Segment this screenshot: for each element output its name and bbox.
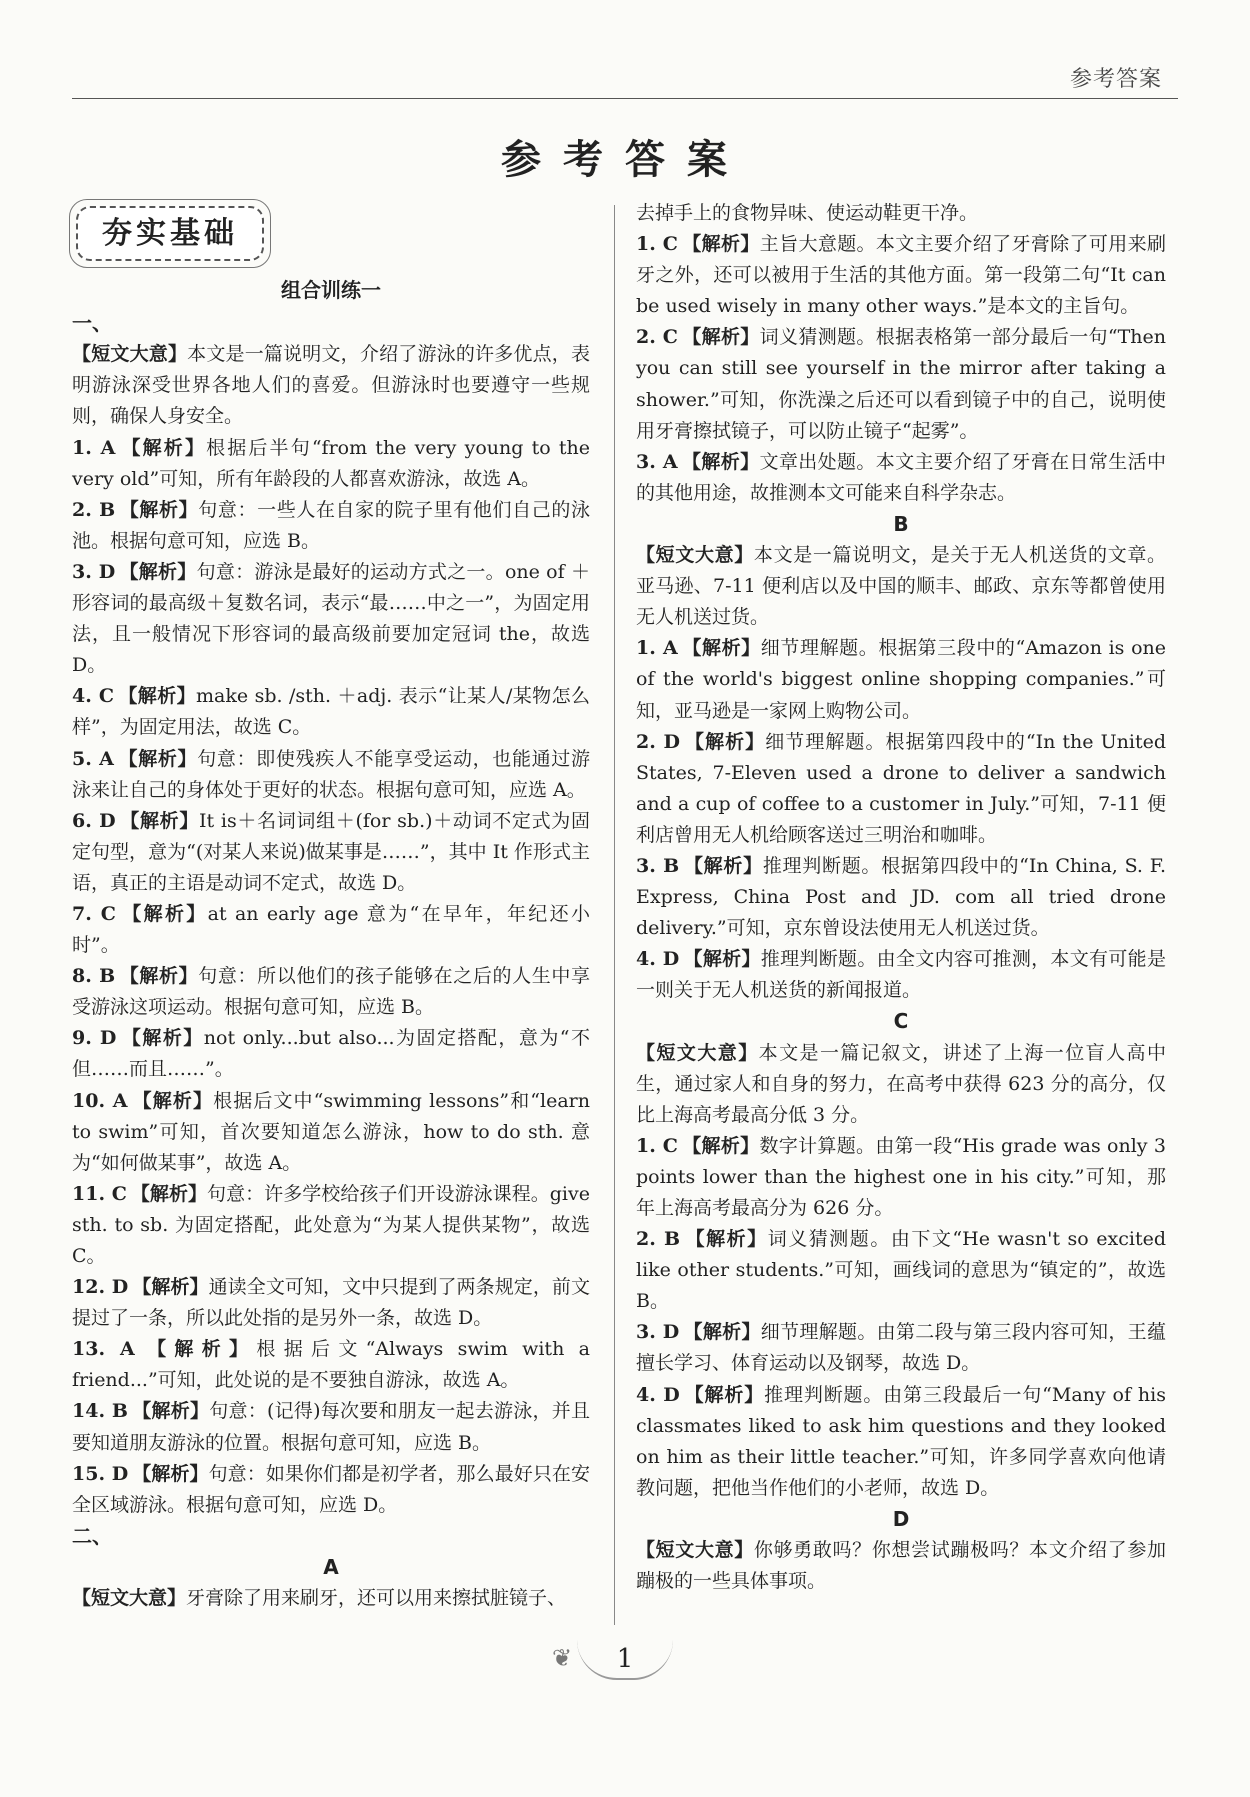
answer-item: 5. A 【解析】句意：即使残疾人不能享受运动，也能通过游泳来让自己的身体处于更好的状态。根据句意可知，应选 A。 xyxy=(72,747,590,801)
answer-item: 7. C 【解析】at an early age 意为“在早年，年纪还小时”。 xyxy=(72,902,590,957)
section-heading: 夯实基础 xyxy=(76,206,264,261)
answer-item: 3. D 【解析】句意：游泳是最好的运动方式之一。one of ＋形容词的最高级＋复数名词，表示“最……中之一”，为固定用法，且一般情况下形容词的最高级前要加定冠词 the，故选 D。 xyxy=(72,560,590,677)
exercise-title: 组合训练一 xyxy=(281,278,381,303)
answer-item: 2. B 【解析】句意：一些人在自家的院子里有他们自己的泳池。根据句意可知，应选 B。 xyxy=(72,498,590,552)
passage-letter: B xyxy=(893,511,909,536)
running-header: 参考答案 xyxy=(1069,67,1162,92)
passage-summary: 【短文大意】牙膏除了用来刷牙，还可以用来擦拭脏镜子、 xyxy=(72,1587,567,1610)
answer-item: 8. B 【解析】句意：所以他们的孩子能够在之后的人生中享受游泳这项运动。根据句意可知，应选 B。 xyxy=(72,965,590,1019)
passage-letter: A xyxy=(323,1554,339,1579)
answer-item: 1. A 【解析】根据后半句“from the very young to the very old”可知，所有年龄段的人都喜欢游泳，故选 A。 xyxy=(72,436,590,490)
answer-list xyxy=(72,339,590,1521)
answer-item: 10. A 【解析】根据后文中“swimming lessons”和“learn to swim”可知，首次要知道怎么游泳，how to do sth. 意为“如何做某事”，故选 A。 xyxy=(72,1089,590,1174)
passage-letter: D xyxy=(892,1506,910,1531)
part-label: 二、 xyxy=(72,1523,112,1548)
answer-item: 14. B 【解析】句意：(记得)每次要和朋友一起去游泳，并且要知道朋友游泳的位置。根据句意可知，应选 B。 xyxy=(72,1400,591,1454)
answer-item: 9. D 【解析】not only...but also...为固定搭配，意为“不但……而且……”。 xyxy=(72,1027,590,1081)
answer-item: 4. C 【解析】make sb. /sth. ＋adj. 表示“让某人/某物怎么样”，为固定用法，故选 C。 xyxy=(72,685,590,739)
answer-item: 1. A 【解析】细节理解题。根据第三段中的“Amazon is one of the world's biggest online shopping companies.”可知，亚马逊是一家网上购物公司。 xyxy=(636,637,1166,722)
answer-item: 13. A 【解析】根据后文“Always swim with a friend...”可知，此处说的是不要独自游泳，故选 A。 xyxy=(72,1338,590,1392)
header-divider xyxy=(72,98,1178,99)
leaf-decoration-icon: ❦ xyxy=(552,1644,573,1672)
answer-item: 1. C 【解析】主旨大意题。本文主要介绍了牙膏除了可用来刷牙之外，还可以被用于生活的其他方面。第一段第二句“It can be used wisely in many other ways.”是本文的主旨句。 xyxy=(636,233,1166,318)
answer-item: 2. D 【解析】细节理解题。根据第四段中的“In the United States, 7-Eleven used a drone to deliver a sandwich and a cup of coffee to a customer in July.”可知，7-11 便利店曾用无人机给顾客送过三明治和咖啡。 xyxy=(636,730,1166,846)
column-divider xyxy=(614,205,615,1625)
answer-item: 3. A 【解析】文章出处题。本文主要介绍了牙膏在日常生活中的其他用途，故推测本文可能来自科学杂志。 xyxy=(636,450,1166,504)
left-column xyxy=(72,198,590,1614)
continued-text: 去掉手上的食物异味、使运动鞋更干净。 xyxy=(636,202,979,224)
answer-item: 3. B 【解析】推理判断题。根据第四段中的“In China, S. F. Express, China Post and JD. com all tried drone delivery.”可知，京东曾设法使用无人机送过货。 xyxy=(636,854,1166,940)
answer-item: 1. C 【解析】数字计算题。由第一段“His grade was only 3 points lower than the highest one in his city.”可知，那年上海高考最高分为 626 分。 xyxy=(636,1134,1166,1219)
right-column xyxy=(636,198,1166,1597)
answer-list xyxy=(636,1535,1166,1597)
answer-item: 2. C 【解析】词义猜测题。根据表格第一部分最后一句“Then you can still see yourself in the mirror after taking a shower.”可知，你洗澡之后还可以看到镜子中的自己，说明使用牙膏擦拭镜子，可以防止镜子“起雾”。 xyxy=(636,326,1166,442)
answer-item: 3. D 【解析】细节理解题。由第二段与第三段内容可知，王蕴擅长学习、体育运动以及钢琴，故选 D。 xyxy=(636,1321,1166,1375)
answer-item: 2. B 【解析】词义猜测题。由下文“He wasn't so excited like other students.”可知，画线词的意思为“镇定的”，故选 B。 xyxy=(636,1228,1166,1313)
answer-item: 4. D 【解析】推理判断题。由第三段最后一句“Many of his classmates liked to ask him questions and they looked on him as their little teacher.”可知，许多同学喜欢向他请教问题，把他当作他们的小老师，故选 D。 xyxy=(636,1383,1166,1499)
answer-item: 11. C 【解析】句意：许多学校给孩子们开设游泳课程。give sth. to sb. 为固定搭配，此处意为“为某人提供某物”，故选 C。 xyxy=(72,1182,590,1267)
answer-item: 4. D 【解析】推理判断题。由全文内容可推测，本文有可能是一则关于无人机送货的新闻报道。 xyxy=(636,948,1166,1002)
passage-letter: C xyxy=(893,1009,909,1034)
answer-item: 12. D 【解析】通读全文可知，文中只提到了两条规定，前文提过了一条，所以此处指的是另外一条，故选 D。 xyxy=(72,1276,590,1330)
passage-summary: 【短文大意】你够勇敢吗？你想尝试蹦极吗？本文介绍了参加蹦极的一些具体事项。 xyxy=(636,1539,1166,1593)
part-label: 一、 xyxy=(72,311,112,336)
answer-list xyxy=(636,540,1166,1006)
page-title: 参考答案 xyxy=(501,137,749,183)
answer-item: 6. D 【解析】It is＋名词词组＋(for sb.)＋动词不定式为固定句型，意为“(对某人来说)做某事是……”，其中 It 作形式主语，真正的主语是动词不定式，故选 D。 xyxy=(72,809,590,894)
passage-summary: 【短文大意】本文是一篇记叙文，讲述了上海一位盲人高中生，通过家人和自身的努力，在高考中获得 623 分的高分，仅比上海高考最高分低 3 分。 xyxy=(636,1041,1166,1126)
answer-list xyxy=(636,1038,1166,1504)
answer-item: 15. D 【解析】句意：如果你们都是初学者，那么最好只在安全区域游泳。根据句意可知，应选 D。 xyxy=(72,1462,590,1516)
passage-summary: 【短文大意】本文是一篇说明文，介绍了游泳的许多优点，表明游泳深受世界各地人们的喜爱。但游泳时也要遵守一些规则，确保人身安全。 xyxy=(72,343,590,428)
passage-summary: 【短文大意】本文是一篇说明文，是关于无人机送货的文章。亚马逊、7-11 便利店以及中国的顺丰、邮政、京东等都曾使用无人机送过货。 xyxy=(636,544,1166,629)
answer-list xyxy=(636,229,1166,509)
page-number: 1 xyxy=(0,1640,1250,1680)
